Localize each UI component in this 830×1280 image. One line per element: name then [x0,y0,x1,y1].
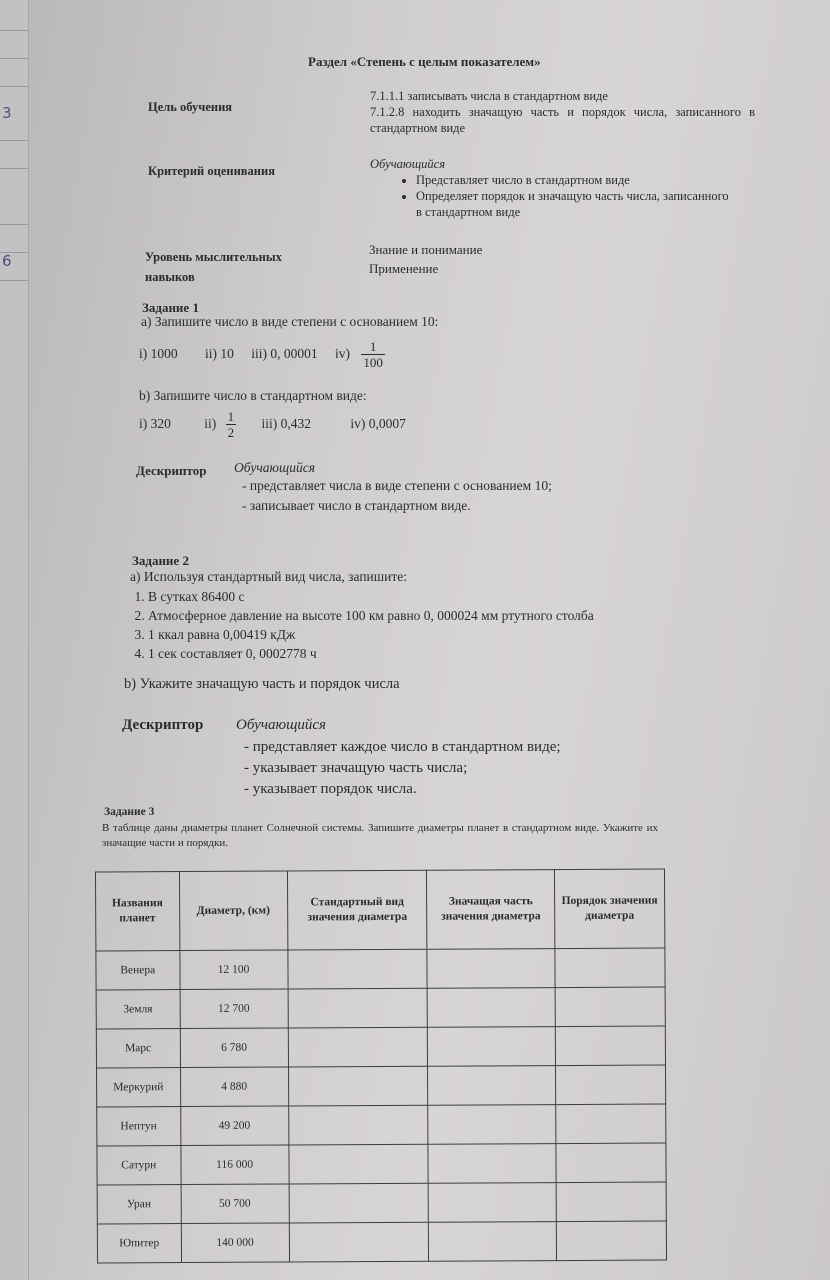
goal-label: Цель обучения [148,100,233,114]
descriptor2-list [244,737,561,800]
descriptor1-label: Дескриптор [136,463,207,478]
task1-heading: Задание 1 [142,300,199,315]
task3-text: В таблице даны диаметры планет Солнечной системы. Запишите диаметры планет в стандартном виде. Укажите их значащие части и порядки. [102,822,658,849]
planet-diameter: 6 780 [180,1028,288,1068]
task2-item: 3. 1 ккал равна 0,00419 кДж [148,625,594,644]
empty-cell [289,1144,429,1184]
planets-table [95,869,667,1264]
task1-a-item: iv) [335,346,350,361]
task2-item: 4. 1 сек составляет 0, 0002778 ч [148,644,594,663]
empty-cell [288,1105,428,1145]
column-header: Стандартный вид значения диаметра [287,870,427,950]
planet-diameter: 49 200 [180,1106,288,1146]
table-row [97,1143,666,1185]
empty-cell [555,1026,665,1066]
criteria-list [370,172,730,220]
criteria-student: Обучающийся [370,157,446,171]
task3-heading: Задание 3 [104,806,155,818]
table-row [97,1221,666,1263]
empty-cell [289,1222,429,1262]
criteria-item: • Представляет число в стандартном виде [416,172,730,188]
criteria-value [370,156,730,220]
task1-a-item: ii) 10 [205,346,234,361]
level-item: Применение [369,261,439,276]
notebook-margin [0,0,29,1280]
task1-a-item: iii) 0, 00001 [251,346,318,361]
fraction-numerator: 1 [361,339,385,355]
descriptor2-label: Дескриптор [122,717,204,733]
column-header: Порядок значения диаметра [554,869,665,949]
planet-name: Марс [96,1029,180,1068]
column-header: Названия планет [95,872,179,951]
descriptor2-item: - указывает значащую часть числа; [244,760,468,776]
empty-cell [555,948,665,988]
task1-b-text: b) Запишите число в стандартном виде: [139,388,367,403]
table-row [97,1104,666,1146]
empty-cell [428,1066,556,1106]
planet-diameter: 140 000 [181,1223,289,1263]
task1-a-item: i) 1000 [139,346,178,361]
planet-name: Венера [96,951,180,990]
planet-diameter: 50 700 [181,1184,289,1224]
planet-name: Нептун [97,1107,181,1146]
criteria-label: Критерий оценивания [148,164,275,178]
criteria-item: • Определяет порядок и значащую часть числа, записанного в стандартном виде [416,188,730,220]
planet-name: Сатурн [97,1146,181,1185]
empty-cell [288,1027,428,1067]
empty-cell [427,949,555,989]
empty-cell [428,1144,556,1184]
planet-name: Уран [97,1185,181,1224]
descriptor1-student: Обучающийся [234,460,316,475]
task1-a-items [139,338,385,370]
fraction [361,339,385,370]
empty-cell [556,1182,666,1222]
task1-b-item: i) 320 [139,416,171,431]
descriptor1-list [242,476,552,516]
descriptor2-item: - представляет каждое число в стандартном виде; [244,739,561,755]
table-row [96,1026,665,1068]
goal-line: 7.1.2.8 находить значащую часть и порядок числа, записанного в стандартном виде [370,105,755,135]
margin-mark: 3 [2,104,12,122]
task2-list [112,587,594,663]
task1-b-item: iv) 0,0007 [350,416,406,431]
fraction-denominator: 100 [363,355,383,371]
section-title: Раздел «Степень с целым показателем» [308,54,541,69]
empty-cell [288,949,428,989]
table-row [97,1182,666,1224]
planet-name: Земля [96,990,180,1029]
levels-label-line: навыков [145,270,195,284]
table-row [96,948,665,990]
descriptor2-item: - указывает порядок числа. [244,781,417,797]
descriptor2-student: Обучающийся [236,717,327,733]
column-header: Значащая часть значения диаметра [427,870,555,950]
empty-cell [428,988,556,1028]
descriptor1-item: - представляет числа в виде степени с основанием 10; [242,478,552,493]
empty-cell [428,1105,556,1145]
task2-b-text: b) Укажите значащую часть и порядок числа [124,676,400,692]
task1-b-items [139,408,406,440]
levels-label [145,247,282,287]
empty-cell [429,1222,557,1262]
empty-cell [288,988,428,1028]
planet-diameter: 12 700 [180,989,288,1029]
table-header-row [95,869,664,951]
planet-name: Меркурий [97,1068,181,1107]
empty-cell [555,1065,665,1105]
levels-label-line: Уровень мыслительных [145,250,282,264]
empty-cell [429,1183,557,1223]
goal-value [370,88,755,136]
empty-cell [556,1104,666,1144]
planet-diameter: 116 000 [180,1145,288,1185]
goal-line: 7.1.1.1 записывать числа в стандартном виде [370,89,608,103]
table-row [96,987,665,1029]
empty-cell [556,1143,666,1183]
planet-name: Юпитер [97,1224,181,1263]
empty-cell [288,1066,428,1106]
task2-heading: Задание 2 [132,553,189,568]
empty-cell [556,1221,666,1261]
column-header: Диаметр, (км) [179,871,288,951]
planet-diameter: 12 100 [179,950,287,990]
empty-cell [428,1027,556,1067]
level-item: Знание и понимание [369,242,483,257]
task2-item: 2. Атмосферное давление на высоте 100 км равно 0, 000024 мм ртутного столба [148,606,594,625]
task1-b-item: iii) 0,432 [261,416,311,431]
empty-cell [555,987,665,1027]
empty-cell [289,1183,429,1223]
task1-b-item: ii) [204,416,217,431]
planet-diameter: 4 880 [180,1067,288,1107]
task2-item: 1. В сутках 86400 с [148,587,594,606]
fraction-numerator: 1 [227,409,235,425]
task2-a-text: а) Используя стандартный вид числа, запишите: [130,569,408,584]
levels-value [369,240,482,278]
margin-mark: 6 [2,252,12,270]
table-row [97,1065,666,1107]
task1-a-text: a) Запишите число в виде степени с основанием 10: [141,314,439,329]
fraction [226,409,237,440]
fraction-denominator: 2 [227,425,235,441]
descriptor1-item: - записывает число в стандартном виде. [242,498,471,513]
